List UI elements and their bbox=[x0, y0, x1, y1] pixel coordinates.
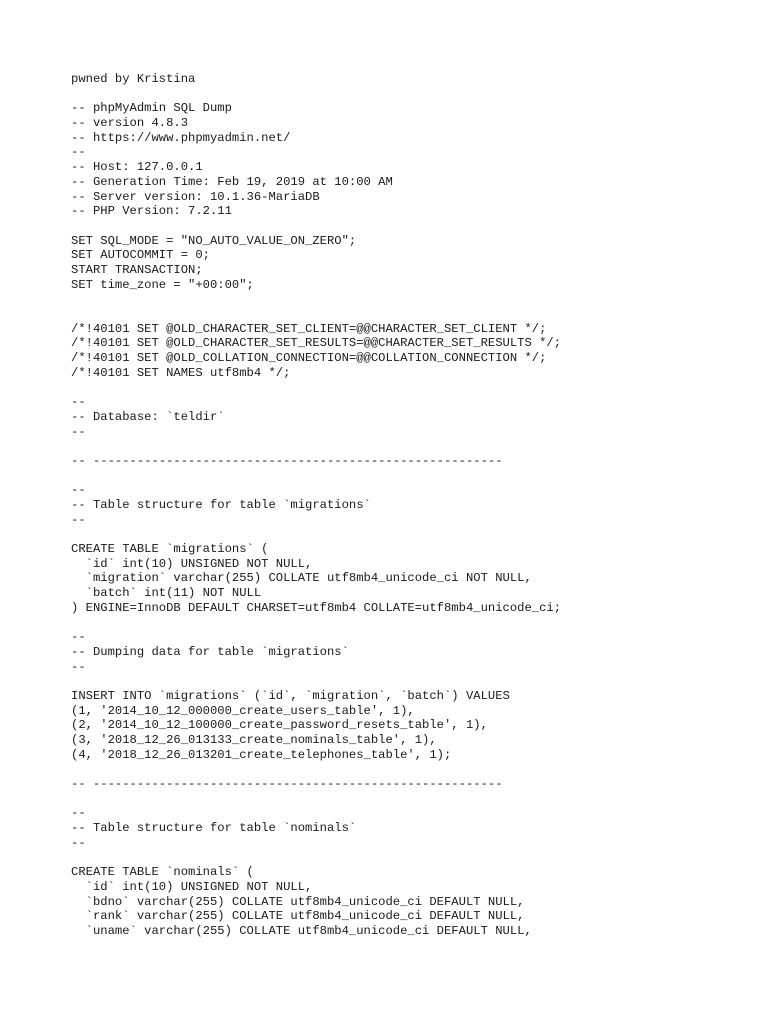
sql-dump-line: `bdno` varchar(255) COLLATE utf8mb4_unicode_ci DEFAULT NULL, bbox=[71, 894, 525, 909]
sql-dump-line: -- -------------------------------------------------------- bbox=[71, 453, 503, 468]
sql-dump-line: /*!40101 SET @OLD_CHARACTER_SET_CLIENT=@@CHARACTER_SET_CLIENT */; bbox=[71, 321, 547, 336]
sql-dump-line: -- Dumping data for table `migrations` bbox=[71, 644, 349, 659]
sql-dump-line: `migration` varchar(255) COLLATE utf8mb4_unicode_ci NOT NULL, bbox=[71, 571, 532, 586]
sql-dump-line: -- bbox=[71, 512, 86, 527]
sql-dump-line: -- bbox=[71, 145, 86, 160]
sql-dump-line: `batch` int(11) NOT NULL bbox=[71, 586, 262, 601]
sql-dump-line: -- bbox=[71, 835, 86, 850]
sql-dump-line: -- version 4.8.3 bbox=[71, 116, 189, 131]
sql-dump-line: (3, '2018_12_26_013133_create_nominals_table', 1), bbox=[71, 732, 437, 747]
sql-dump-line: (1, '2014_10_12_000000_create_users_table', 1), bbox=[71, 703, 415, 718]
sql-dump-line: -- Table structure for table `migrations` bbox=[71, 497, 371, 512]
sql-dump-line: START TRANSACTION; bbox=[71, 262, 203, 277]
sql-dump-line: `rank` varchar(255) COLLATE utf8mb4_unicode_ci DEFAULT NULL, bbox=[71, 909, 525, 924]
sql-dump-line: -- bbox=[71, 806, 86, 821]
sql-dump-line: -- -------------------------------------------------------- bbox=[71, 777, 503, 791]
document-page bbox=[71, 72, 751, 939]
sql-dump-line: SET AUTOCOMMIT = 0; bbox=[71, 248, 210, 263]
sql-dump-line: pwned by Kristina bbox=[71, 72, 196, 86]
sql-dump-line: SET SQL_MODE = "NO_AUTO_VALUE_ON_ZERO"; bbox=[71, 233, 357, 248]
sql-dump-line: -- PHP Version: 7.2.11 bbox=[71, 204, 232, 219]
sql-dump-line: -- bbox=[71, 630, 86, 645]
sql-dump-line bbox=[71, 615, 751, 630]
sql-dump-line: -- bbox=[71, 483, 86, 498]
sql-dump-line bbox=[71, 87, 751, 102]
sql-dump-line: CREATE TABLE `nominals` ( bbox=[71, 865, 254, 880]
sql-dump-line: CREATE TABLE `migrations` ( bbox=[71, 542, 269, 556]
sql-dump-line: INSERT INTO `migrations` (`id`, `migration`, `batch`) VALUES bbox=[71, 688, 510, 703]
sql-dump-line bbox=[71, 307, 751, 322]
sql-dump-line bbox=[71, 219, 751, 234]
sql-dump-line: /*!40101 SET @OLD_COLLATION_CONNECTION=@@COLLATION_CONNECTION */; bbox=[71, 351, 547, 366]
sql-dump-line: (2, '2014_10_12_100000_create_password_resets_table', 1), bbox=[71, 718, 488, 733]
sql-dump-line bbox=[71, 674, 751, 689]
sql-dump-line: -- bbox=[71, 659, 86, 674]
sql-dump-line: -- Database: `teldir` bbox=[71, 409, 225, 424]
sql-dump-line bbox=[71, 792, 751, 807]
sql-dump-line: -- phpMyAdmin SQL Dump bbox=[71, 101, 232, 116]
sql-dump-line: -- bbox=[71, 395, 86, 410]
sql-dump-line bbox=[71, 527, 751, 542]
sql-dump-line: `uname` varchar(255) COLLATE utf8mb4_unicode_ci DEFAULT NULL, bbox=[71, 923, 532, 938]
sql-dump-line: -- Server version: 10.1.36-MariaDB bbox=[71, 189, 320, 204]
sql-dump-line: `id` int(10) UNSIGNED NOT NULL, bbox=[71, 556, 313, 571]
sql-dump-line bbox=[71, 469, 751, 484]
sql-dump-line bbox=[71, 292, 751, 307]
sql-dump-line: ) ENGINE=InnoDB DEFAULT CHARSET=utf8mb4 COLLATE=utf8mb4_unicode_ci; bbox=[71, 600, 562, 615]
sql-dump-line bbox=[71, 850, 751, 865]
sql-dump-line: `id` int(10) UNSIGNED NOT NULL, bbox=[71, 879, 313, 894]
sql-dump-line: -- Host: 127.0.0.1 bbox=[71, 160, 203, 175]
sql-dump-line bbox=[71, 380, 751, 395]
sql-dump-line: -- https://www.phpmyadmin.net/ bbox=[71, 130, 291, 145]
sql-dump-line: SET time_zone = "+00:00"; bbox=[71, 277, 254, 292]
sql-dump-line bbox=[71, 762, 751, 777]
sql-dump-line bbox=[71, 439, 751, 454]
sql-dump-line: /*!40101 SET NAMES utf8mb4 */; bbox=[71, 365, 291, 380]
sql-dump-line: -- Generation Time: Feb 19, 2019 at 10:00 AM bbox=[71, 174, 393, 189]
sql-dump-line: /*!40101 SET @OLD_CHARACTER_SET_RESULTS=@@CHARACTER_SET_RESULTS */; bbox=[71, 336, 562, 351]
sql-dump-line: -- Table structure for table `nominals` bbox=[71, 821, 357, 836]
sql-dump-line: -- bbox=[71, 424, 86, 439]
sql-dump-line: (4, '2018_12_26_013201_create_telephones_table', 1); bbox=[71, 747, 452, 762]
